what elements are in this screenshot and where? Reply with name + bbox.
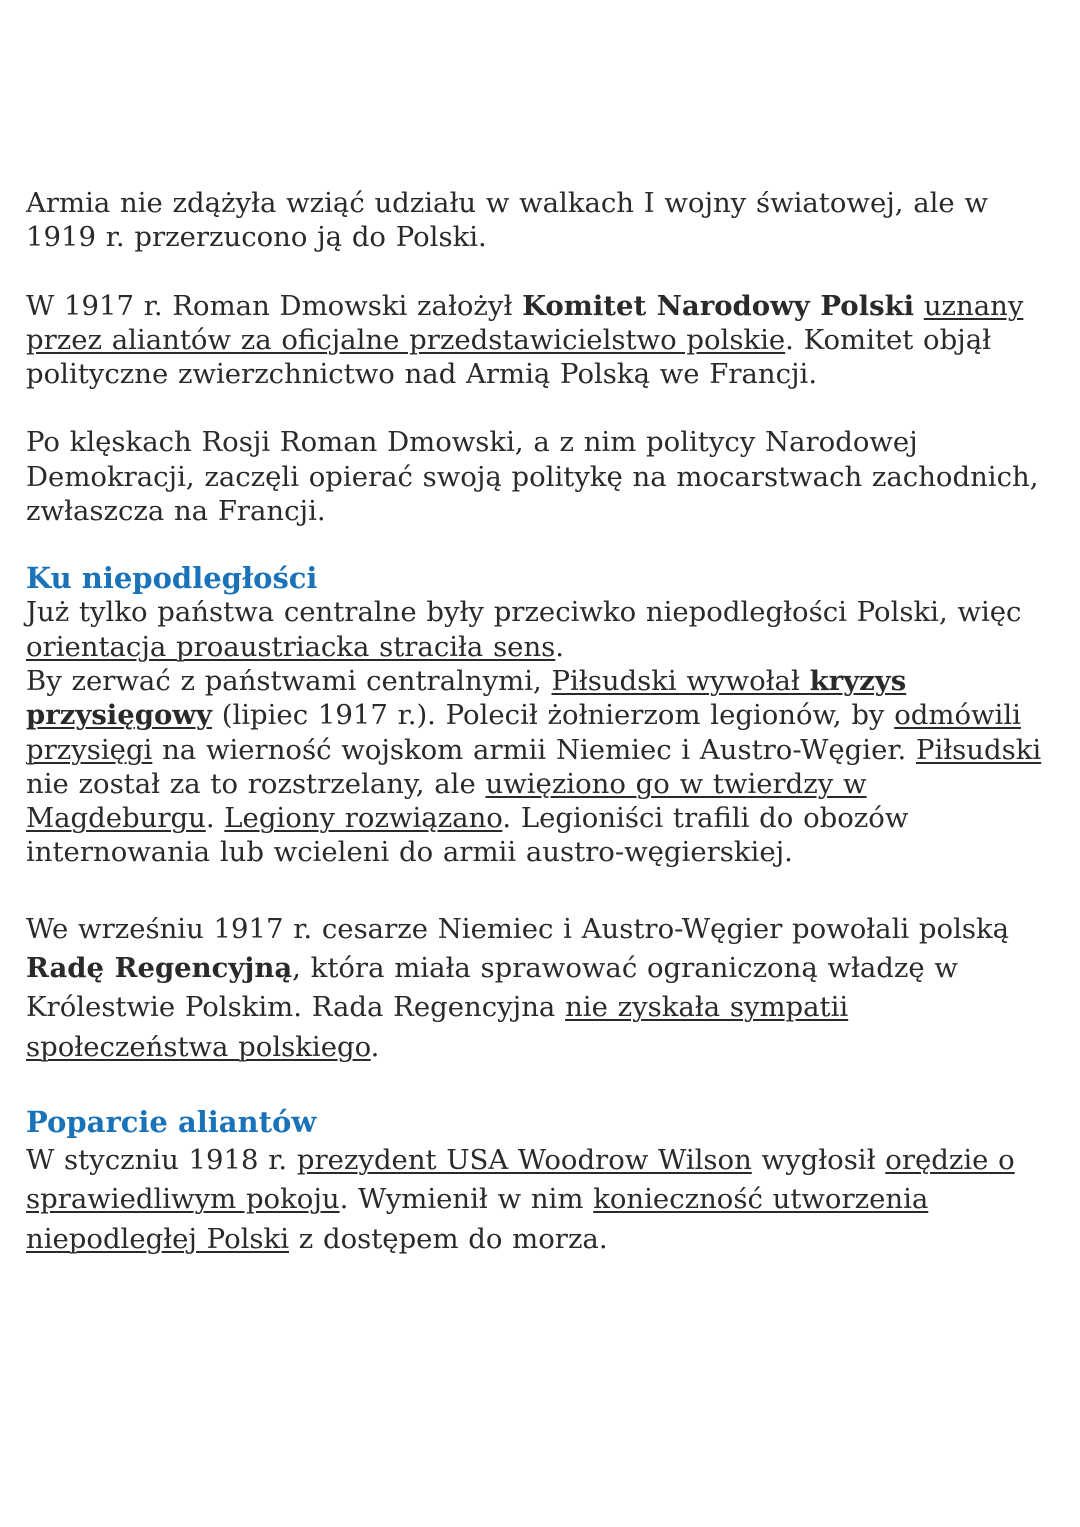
heading-ku-niepodleglosci: Ku niepodległości [26, 561, 318, 596]
text-span: . [370, 1030, 380, 1063]
text-span: . [205, 802, 225, 835]
text-span: , która miała sprawować ograniczoną władzę w Królestwie Polskim. Rada Regencyjna [26, 952, 958, 1024]
paragraph-1-line-2: 1919 r. przerzucono ją do Polski. [26, 221, 487, 254]
paragraph-army-transfer [26, 186, 1056, 255]
underlined-refused-oath: odmówili przysięgi [26, 699, 1021, 766]
heading-poparcie-aliantow: Poparcie aliantów [26, 1104, 317, 1139]
text-span: . Komitet objął polityczne zwierzchnictwo nad Armią Polską we Francji. [26, 323, 992, 391]
paragraph-1-line-1: Armia nie zdążyła wziąć udziału w walkach I wojny światowej, ale w [26, 187, 988, 219]
underlined-orientation: orientacja proaustriacka straciła sens [26, 630, 556, 663]
underlined-pilsudski-caused: Piłsudski wywołał [551, 664, 810, 697]
underlined-independent-poland: konieczność utworzenia niepodległej Polski [26, 1183, 929, 1255]
text-span: . Legioniści trafili do obozów internowania lub wcieleni do armii austro-węgierskiej. [26, 802, 909, 869]
underlined-imprisoned-magdeburg: uwięziono go w twierdzy w Magdeburgu [26, 767, 867, 835]
underlined-wilson: prezydent USA Woodrow Wilson [296, 1143, 752, 1176]
bold-komitet-narodowy: Komitet Narodowy Polski [522, 289, 915, 322]
paragraph-dmowski-west: Po klęskach Rosji Roman Dmowski, a z nim politycy Narodowej Demokracji, zaczęli opierać swoją politykę na mocarstwach zachodnich, zwłaszcza na Francji. [26, 426, 1039, 528]
underlined-legions-disbanded: Legiony rozwiązano [224, 802, 503, 835]
paragraph-national-committee [26, 289, 1056, 392]
text-span: . Wymienił w nim [339, 1183, 594, 1216]
text-span: W styczniu 1918 r. [26, 1143, 297, 1176]
text-span [914, 290, 924, 322]
underlined-fair-peace-speech: orędzie o sprawiedliwym pokoju [26, 1143, 1015, 1216]
underlined-no-sympathy: nie zyskała sympatii społeczeństwa polskiego [26, 991, 849, 1063]
text-span: W 1917 r. Roman Dmowski założył [26, 289, 523, 322]
text-span: (lipiec 1917 r.). Polecił żołnierzom legionów, by [211, 699, 895, 732]
text-span: We wrześniu 1917 r. cesarze Niemiec i Austro-Węgier powołali polską [26, 912, 1010, 945]
text-span: z dostępem do morza. [289, 1222, 608, 1255]
text-span: By zerwać z państwami centralnymi, [26, 664, 552, 697]
text-span: . [555, 630, 565, 663]
bold-rada-regencyjna: Radę Regencyjną [26, 952, 293, 985]
text-span: na wierność wojskom armii Niemiec i Austro-Węgier. [152, 733, 916, 766]
text-span: Już tylko państwa centralne były przeciwko niepodległości Polski, więc [26, 596, 1022, 629]
paragraph-wilson-speech [26, 1141, 1056, 1259]
paragraph-oath-crisis [26, 595, 1056, 869]
text-span: wygłosił [751, 1143, 886, 1176]
underlined-pilsudski: Piłsudski [915, 733, 1042, 766]
document-page [26, 186, 1056, 1259]
underlined-recognition: uznany przez aliantów za oficjalne przedstawicielstwo polskie [26, 289, 1024, 356]
paragraph-regency-council [26, 910, 1056, 1067]
text-span: nie został za to rozstrzelany, ale [26, 767, 486, 800]
bold-oath-crisis: kryzys przysięgowy [26, 664, 907, 732]
